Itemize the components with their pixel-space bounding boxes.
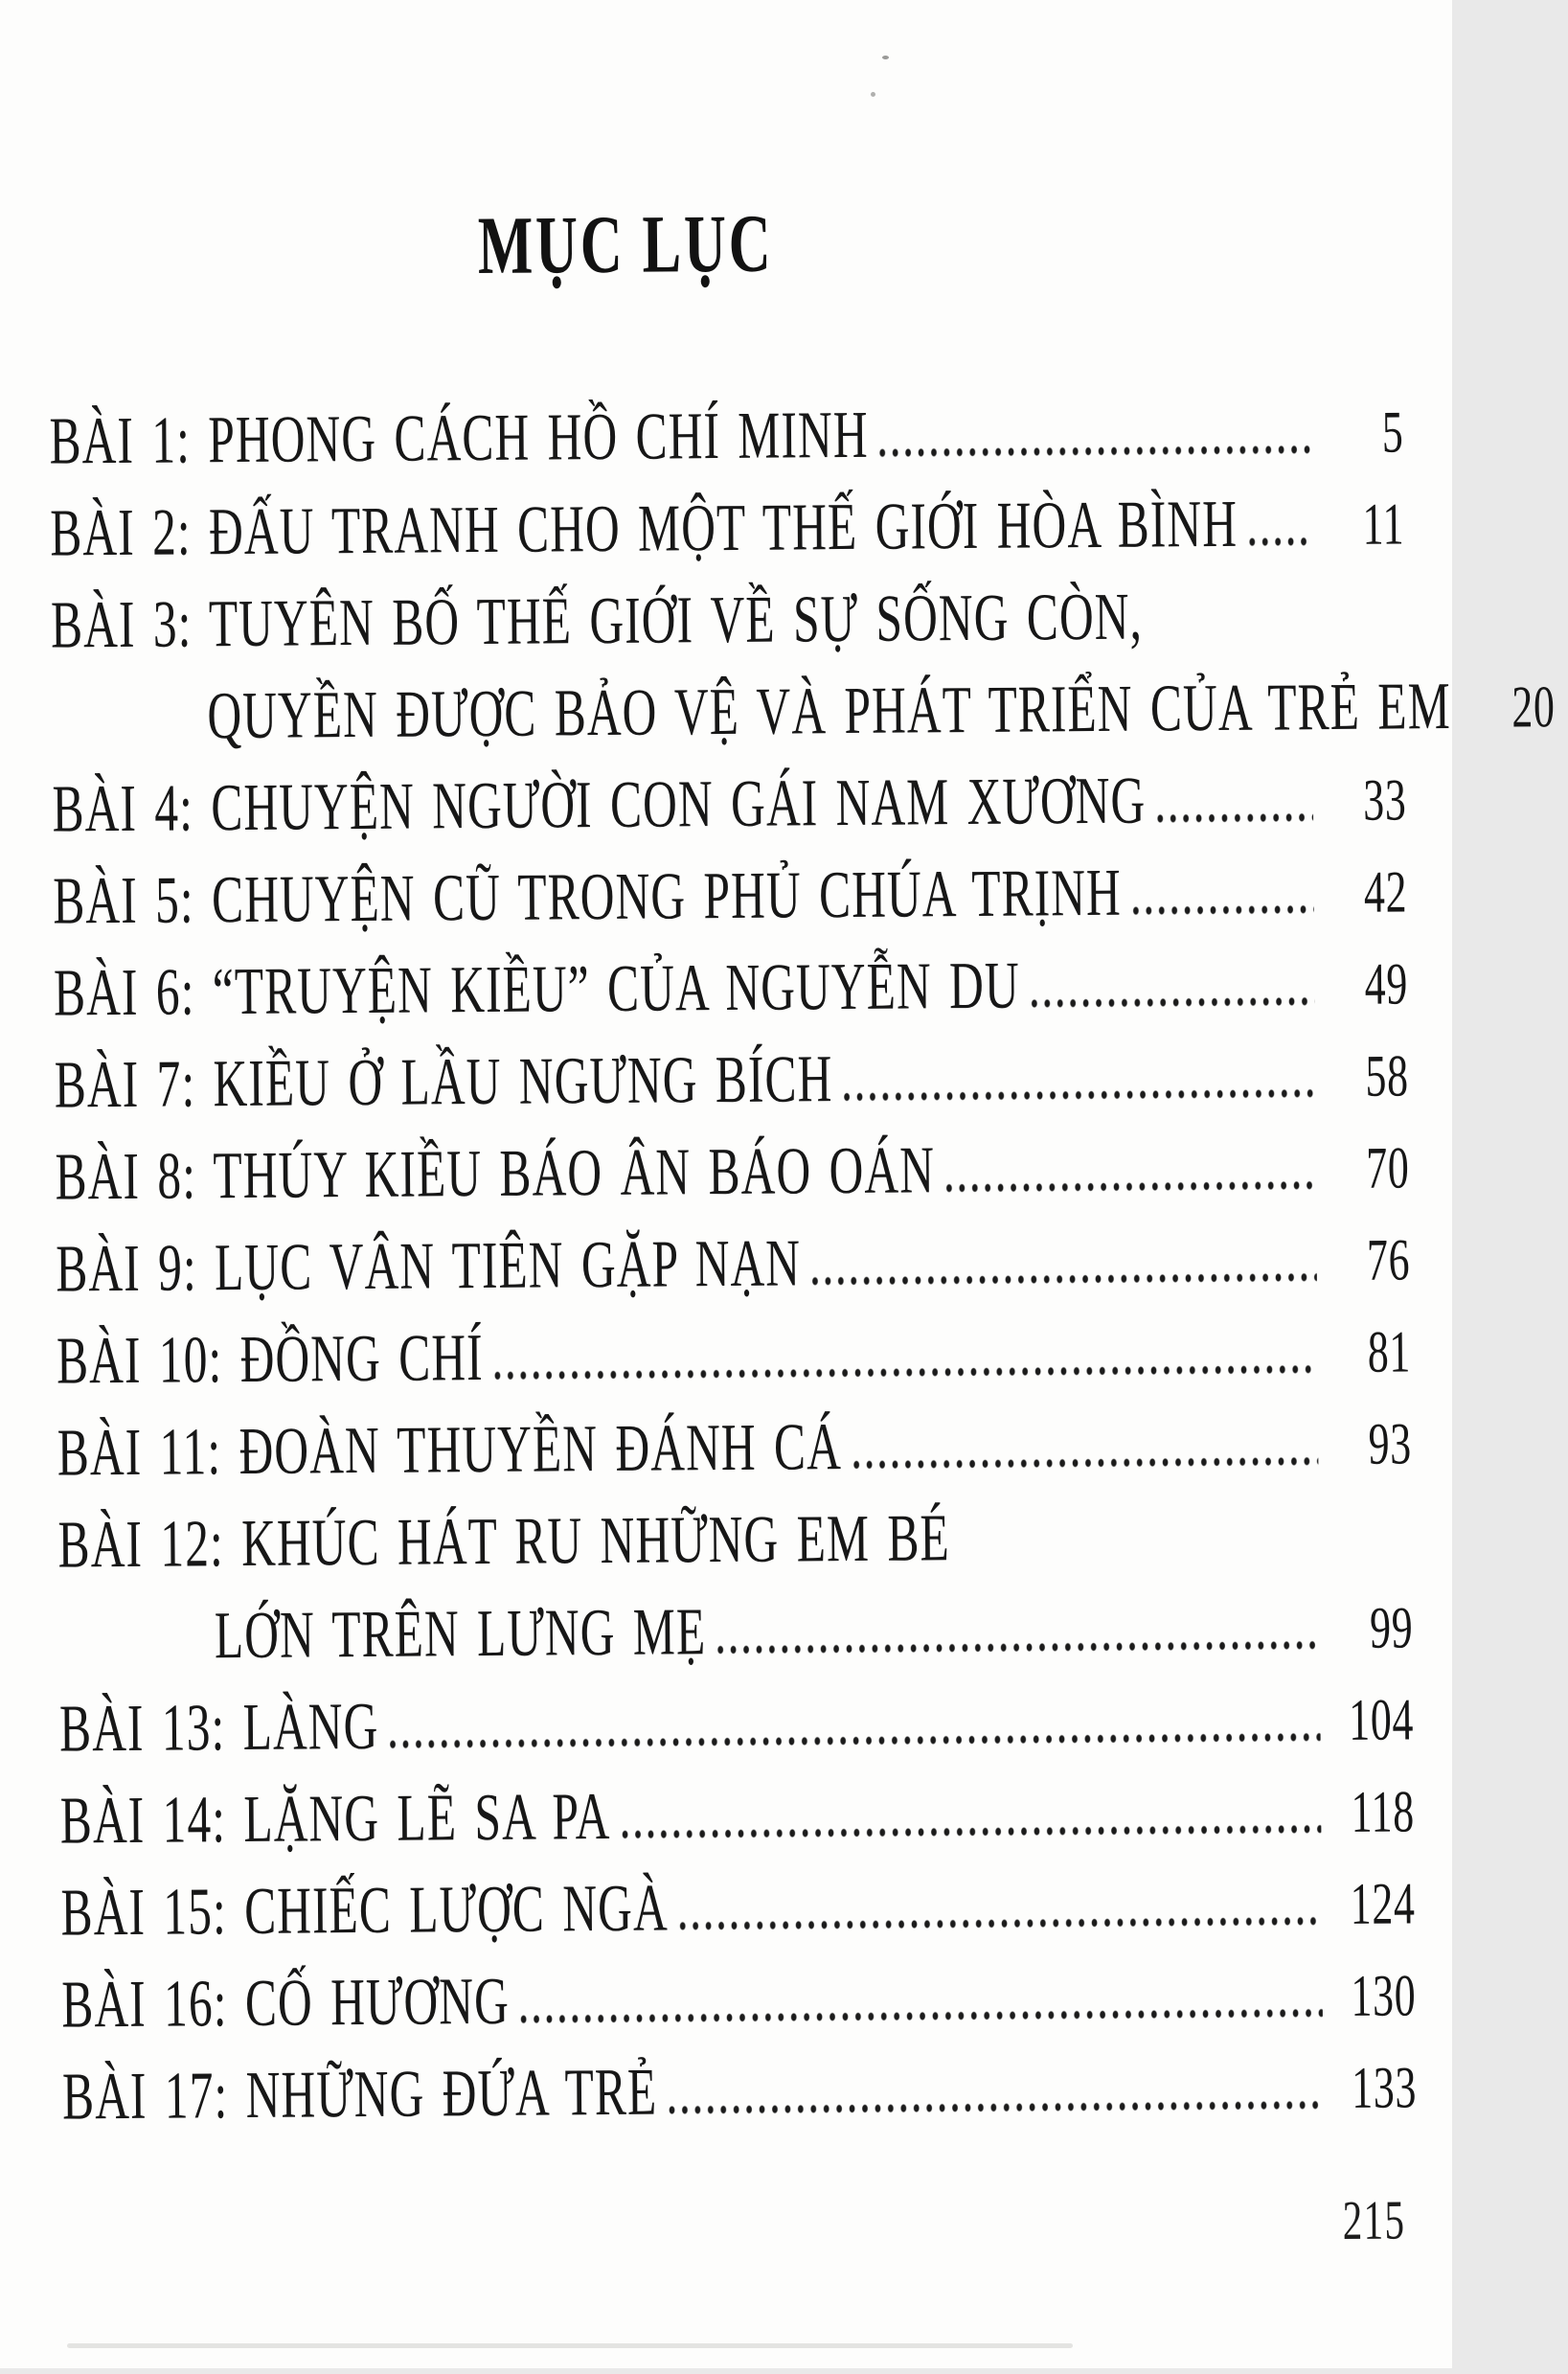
dot-leader <box>811 1272 1316 1286</box>
toc-entry <box>59 1756 1415 1859</box>
toc-page-number: 49 <box>1321 947 1408 1021</box>
toc-page-number: 81 <box>1324 1315 1411 1389</box>
toc-entry-label: BÀI 1: PHONG CÁCH HỒ CHÍ MINH <box>49 399 869 480</box>
toc-entry <box>54 1020 1409 1123</box>
toc-entry-label: BÀI 8: THÚY KIỀU BÁO ÂN BÁO OÁN <box>55 1133 935 1215</box>
dot-leader <box>945 1180 1316 1193</box>
scan-artifact <box>67 2343 1073 2348</box>
dot-leader <box>669 2100 1324 2114</box>
dot-leader <box>852 1456 1318 1470</box>
toc-page-number: 124 <box>1329 1867 1416 1941</box>
toc-entry <box>57 1480 1413 1583</box>
toc-entry <box>52 744 1407 847</box>
toc-entry <box>54 928 1409 1031</box>
toc-entry-label: BÀI 13: LÀNG <box>59 1690 379 1768</box>
dot-leader <box>1031 996 1314 1008</box>
toc-entry <box>55 1112 1410 1215</box>
toc-entry-label: BÀI 5: CHUYỆN CŨ TRONG PHỦ CHÚA TRỊNH <box>53 856 1122 940</box>
toc-entry-label: BÀI 2: ĐẤU TRANH CHO MỘT THẾ GIỚI HÒA BÌNH <box>50 488 1238 572</box>
scan-artifact <box>871 92 875 97</box>
toc-entry-label: LỚN TRÊN LƯNG MẸ <box>58 1595 707 1675</box>
toc-entry-label: BÀI 4: CHUYỆN NGƯỜI CON GÁI NAM XƯƠNG <box>52 765 1146 848</box>
toc-page-number: 5 <box>1317 396 1404 469</box>
page-title: MỤC LỤC <box>478 199 774 289</box>
toc-entry <box>57 1388 1412 1491</box>
toc-entry <box>53 836 1408 939</box>
toc-entry-label: BÀI 14: LẶNG LẼ SA PA <box>60 1780 611 1860</box>
toc-entry-label: BÀI 3: TUYÊN BỐ THẾ GIỚI VỀ SỰ SỐNG CÒN, <box>51 581 1144 664</box>
toc-page-number: 118 <box>1328 1775 1415 1849</box>
toc-page-number: 70 <box>1323 1131 1410 1205</box>
toc-page-number: 42 <box>1320 856 1407 929</box>
dot-leader <box>1132 904 1314 915</box>
dot-leader <box>622 1824 1322 1839</box>
toc-entry <box>62 2032 1418 2134</box>
toc-entry-label: BÀI 10: ĐỒNG CHÍ <box>57 1321 484 1399</box>
toc-page-number: 33 <box>1320 764 1407 837</box>
toc-entry <box>49 377 1404 479</box>
toc-page-number: 133 <box>1329 2051 1417 2125</box>
toc-entry <box>56 1204 1411 1307</box>
toc-page-number: 58 <box>1322 1039 1409 1113</box>
scan-artifact <box>882 56 889 59</box>
toc-entry-label: BÀI 9: LỤC VÂN TIÊN GẶP NẠN <box>56 1226 801 1307</box>
dot-leader <box>494 1364 1318 1381</box>
toc-page-number: 104 <box>1327 1683 1414 1757</box>
dot-leader <box>844 1088 1316 1102</box>
toc-page-number: 99 <box>1326 1591 1413 1665</box>
toc-entry-label: BÀI 17: NHỮNG ĐỨA TRẺ <box>62 2056 658 2135</box>
dot-leader <box>879 445 1310 458</box>
toc-entry <box>51 560 1406 663</box>
toc-page-number: 11 <box>1317 488 1404 561</box>
toc-page-number: 93 <box>1325 1407 1412 1481</box>
dot-leader <box>1157 812 1313 823</box>
table-of-contents <box>49 377 1417 2134</box>
dot-leader <box>717 1640 1320 1655</box>
toc-entry <box>61 1940 1417 2043</box>
toc-entry-continuation <box>51 652 1406 755</box>
toc-entry-label: BÀI 6: “TRUYỆN KIỀU” CỦA NGUYỄN DU <box>54 949 1020 1032</box>
toc-entry-continuation <box>58 1572 1414 1675</box>
dot-leader <box>520 2008 1323 2024</box>
toc-entry-label: BÀI 16: CỐ HƯƠNG <box>61 1965 510 2043</box>
toc-entry-label: QUYỀN ĐƯỢC BẢO VỆ VÀ PHÁT TRIỂN CỦA TRẺ EM <box>51 670 1451 755</box>
toc-entry <box>50 468 1405 571</box>
toc-entry-label: BÀI 11: ĐOÀN THUYỀN ĐÁNH CÁ <box>57 1410 843 1491</box>
toc-entry <box>59 1664 1415 1767</box>
dot-leader <box>1248 536 1310 547</box>
toc-entry-label: BÀI 7: KIỀU Ở LẦU NGƯNG BÍCH <box>54 1042 832 1123</box>
dot-leader <box>679 1916 1322 1930</box>
toc-entry <box>57 1296 1412 1399</box>
dot-leader <box>390 1732 1321 1749</box>
toc-entry <box>60 1848 1416 1951</box>
toc-entry-label: BÀI 15: CHIẾC LƯỢC NGÀ <box>60 1872 669 1952</box>
toc-entry-label: BÀI 12: KHÚC HÁT RU NHỮNG EM BÉ <box>57 1501 950 1583</box>
toc-page-number: 76 <box>1323 1223 1410 1297</box>
toc-page-number: 20 <box>1468 671 1556 744</box>
folio-page-number: 215 <box>63 2186 1406 2264</box>
toc-page-number: 130 <box>1329 1959 1417 2033</box>
